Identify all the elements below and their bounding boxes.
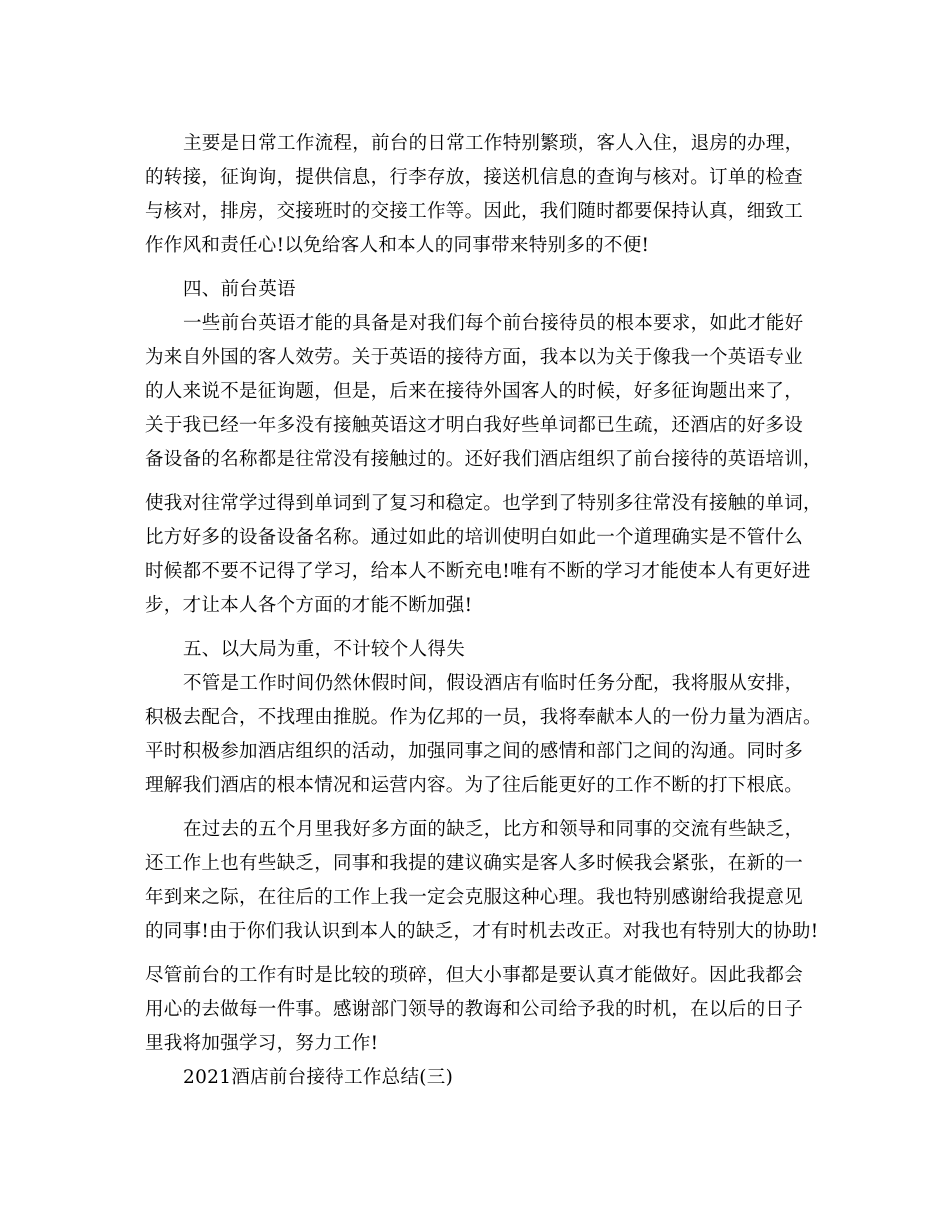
- paragraph-line: 步，才让本人各个方面的才能不断加强!: [145, 595, 473, 616]
- paragraph-line: 一些前台英语才能的具备是对我们每个前台接待员的根本要求，如此才能好: [183, 313, 804, 334]
- paragraph-line: 在过去的五个月里我好多方面的缺乏，比方和领导和同事的交流有些缺乏，: [183, 819, 804, 840]
- paragraph-line: 用心的去做每一件事。感谢部门领导的教诲和公司给予我的时机，在以后的日子: [145, 999, 804, 1020]
- section-heading: 五、以大局为重，不计较个人得失: [183, 639, 466, 660]
- paragraph-line: 比方好多的设备设备名称。通过如此的培训使明白如此一个道理确实是不管什么: [145, 527, 804, 548]
- paragraph-line: 还工作上也有些缺乏，同事和我提的建议确实是客人多时候我会紧张，在新的一: [145, 853, 804, 874]
- paragraph-line: 年到来之际，在往后的工作上我一定会克服这种心理。我也特别感谢给我提意见: [145, 887, 804, 908]
- paragraph-line: 不管是工作时间仍然休假时间，假设酒店有临时任务分配，我将服从安排，: [183, 673, 804, 694]
- paragraph-line: 平时积极参加酒店组织的活动，加强同事之间的感情和部门之间的沟通。同时多: [145, 741, 804, 762]
- paragraph-line: 为来自外国的客人效劳。关于英语的接待方面，我本以为关于像我一个英语专业: [145, 347, 804, 368]
- paragraph-line: 主要是日常工作流程，前台的日常工作特别繁琐，客人入住，退房的办理，: [183, 133, 804, 154]
- paragraph-line: 理解我们酒店的根本情况和运营内容。为了往后能更好的工作不断的打下根底。: [145, 775, 804, 796]
- paragraph-line: 关于我已经一年多没有接触英语这才明白我好些单词都已生疏，还酒店的好多设: [145, 415, 804, 436]
- section-heading: 2021酒店前台接待工作总结(三): [183, 1067, 454, 1088]
- paragraph-line: 使我对往常学过得到单词到了复习和稳定。也学到了特别多往常没有接触的单词，: [145, 493, 822, 514]
- paragraph-line: 里我将加强学习，努力工作!: [145, 1033, 379, 1054]
- paragraph-line: 尽管前台的工作有时是比较的琐碎，但大小事都是要认真才能做好。因此我都会: [145, 965, 804, 986]
- paragraph-line: 的转接，征询询，提供信息，行李存放，接送机信息的查询与核对。订单的检查: [145, 167, 804, 188]
- paragraph-line: 与核对，排房，交接班时的交接工作等。因此，我们随时都要保持认真，细致工: [145, 201, 804, 222]
- paragraph-line: 时候都不要不记得了学习，给本人不断充电!唯有不断的学习才能使本人有更好进: [145, 561, 811, 582]
- paragraph-line: 的人来说不是征询题，但是，后来在接待外国客人的时候，好多征询题出来了，: [145, 381, 804, 402]
- section-heading: 四、前台英语: [183, 279, 296, 300]
- paragraph-line: 积极去配合，不找理由推脱。作为亿邦的一员，我将奉献本人的一份力量为酒店。: [145, 707, 822, 728]
- paragraph-line: 备设备的名称都是往常没有接触过的。还好我们酒店组织了前台接待的英语培训，: [145, 449, 822, 470]
- paragraph-line: 的同事!由于你们我认识到本人的缺乏，才有时机去改正。对我也有特别大的协助!: [145, 921, 819, 942]
- paragraph-line: 作作风和责任心!以免给客人和本人的同事带来特别多的不便!: [145, 235, 650, 256]
